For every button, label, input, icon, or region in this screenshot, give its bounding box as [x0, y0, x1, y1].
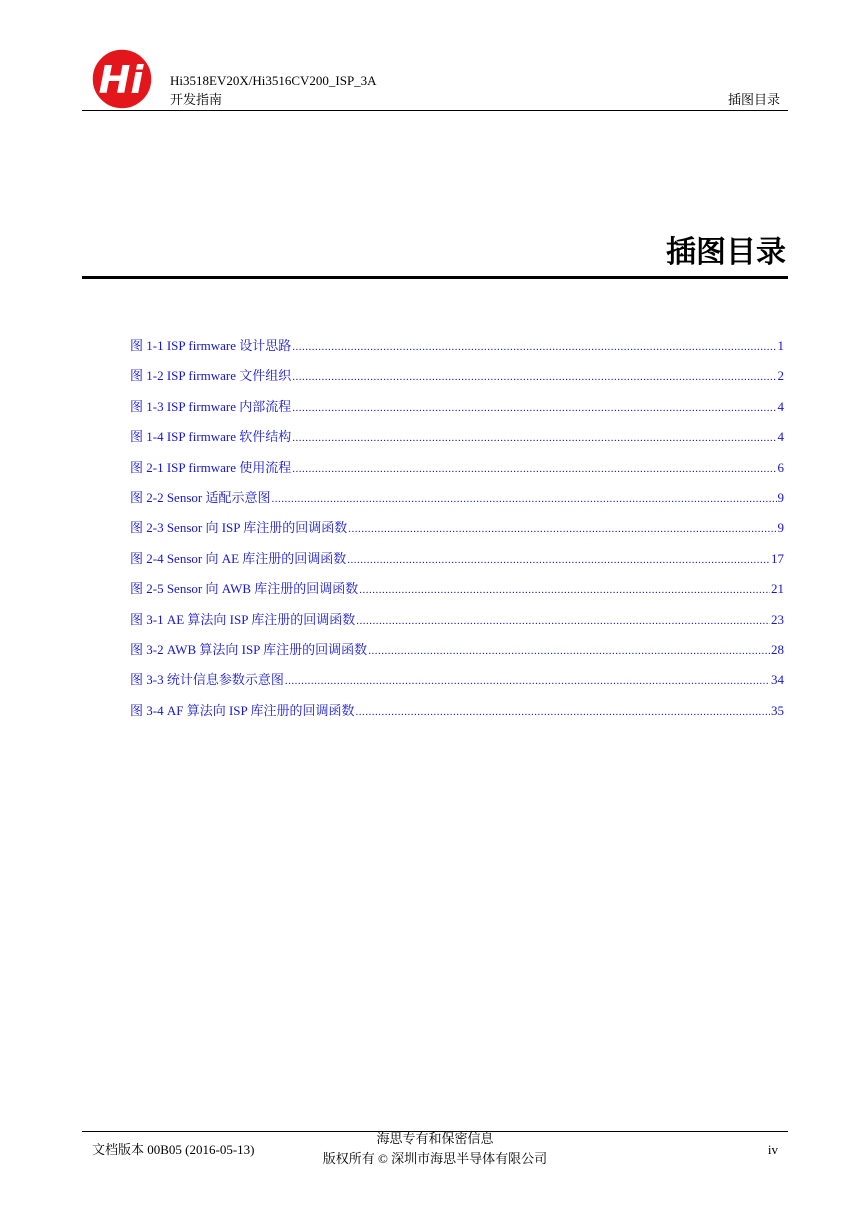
toc-entry-label[interactable]: 图 3-4 AF 算法向 ISP 库注册的回调函数: [130, 702, 355, 718]
toc-entry[interactable]: [130, 549, 784, 579]
toc-dot-leader: [359, 580, 770, 600]
toc-entry[interactable]: [130, 610, 784, 640]
toc-entry-label[interactable]: 图 2-2 Sensor 适配示意图: [130, 489, 271, 505]
toc-dot-leader: [292, 398, 776, 418]
toc-entry-label[interactable]: 图 3-2 AWB 算法向 ISP 库注册的回调函数: [130, 641, 368, 657]
toc-entry-page[interactable]: 21: [771, 581, 784, 597]
footer-copyright: 版权所有 © 深圳市海思半导体有限公司: [322, 1151, 548, 1166]
toc-entry[interactable]: [130, 670, 784, 700]
toc-entry[interactable]: [130, 518, 784, 548]
toc-entry-label[interactable]: 图 2-4 Sensor 向 AE 库注册的回调函数: [130, 550, 347, 566]
toc-entry[interactable]: [130, 397, 784, 427]
page-title: 插图目录: [666, 235, 786, 270]
toc-entry-page[interactable]: 2: [777, 368, 784, 384]
toc-entry-label[interactable]: 图 2-1 ISP firmware 使用流程: [130, 459, 292, 475]
toc-dot-leader: [285, 671, 770, 691]
toc-dot-leader: [356, 702, 770, 722]
toc-entry[interactable]: [130, 488, 784, 518]
header-doc-type: 开发指南: [170, 92, 223, 107]
toc-entry-label[interactable]: 图 1-3 ISP firmware 内部流程: [130, 398, 292, 414]
toc-entry[interactable]: [130, 579, 784, 609]
toc-entry-page[interactable]: 6: [777, 459, 784, 475]
footer-page-number: iv: [767, 1142, 778, 1157]
footer-confidential-notice: 海思专有和保密信息: [376, 1131, 494, 1146]
company-logo: [86, 46, 158, 112]
figure-list: [130, 336, 784, 731]
toc-entry[interactable]: [130, 427, 784, 457]
toc-dot-leader: [292, 459, 776, 479]
toc-dot-leader: [368, 641, 770, 661]
toc-entry-page[interactable]: 4: [777, 429, 784, 445]
toc-dot-leader: [356, 611, 770, 631]
toc-entry-page[interactable]: 17: [771, 550, 784, 566]
header-divider: [82, 110, 788, 111]
toc-dot-leader: [292, 367, 776, 387]
toc-entry[interactable]: [130, 366, 784, 396]
toc-entry-label[interactable]: 图 3-1 AE 算法向 ISP 库注册的回调函数: [130, 611, 356, 627]
toc-entry-label[interactable]: 图 3-3 统计信息参数示意图: [130, 672, 284, 688]
toc-dot-leader: [292, 337, 776, 357]
toc-dot-leader: [347, 550, 770, 570]
toc-entry-page[interactable]: 23: [771, 611, 784, 627]
toc-entry-page[interactable]: 9: [777, 520, 784, 536]
toc-entry-label[interactable]: 图 1-2 ISP firmware 文件组织: [130, 368, 292, 384]
toc-entry-page[interactable]: 35: [771, 702, 784, 718]
header-section-name: 插图目录: [727, 92, 780, 107]
title-divider: [82, 276, 788, 279]
toc-entry-label[interactable]: 图 2-3 Sensor 向 ISP 库注册的回调函数: [130, 520, 348, 536]
toc-entry-page[interactable]: 9: [777, 489, 784, 505]
header-product-name: Hi3518EV20X/Hi3516CV200_ISP_3A: [170, 73, 377, 88]
toc-entry[interactable]: [130, 458, 784, 488]
toc-entry-page[interactable]: 34: [771, 672, 784, 688]
toc-entry-page[interactable]: 4: [777, 398, 784, 414]
toc-entry[interactable]: [130, 701, 784, 731]
toc-entry-label[interactable]: 图 1-4 ISP firmware 软件结构: [130, 429, 292, 445]
toc-entry-page[interactable]: 28: [771, 641, 784, 657]
toc-dot-leader: [271, 489, 776, 509]
footer-doc-version: 文档版本 00B05 (2016-05-13): [92, 1142, 255, 1157]
logo-text: Hi: [98, 58, 144, 102]
toc-entry-label[interactable]: 图 2-5 Sensor 向 AWB 库注册的回调函数: [130, 581, 359, 597]
toc-entry-page[interactable]: 1: [777, 338, 784, 353]
hisilicon-logo-icon: [86, 46, 158, 112]
toc-dot-leader: [348, 519, 776, 539]
toc-dot-leader: [292, 428, 776, 448]
toc-entry[interactable]: [130, 640, 784, 670]
toc-entry-label[interactable]: 图 1-1 ISP firmware 设计思路: [130, 338, 292, 353]
toc-entry[interactable]: [130, 336, 784, 366]
